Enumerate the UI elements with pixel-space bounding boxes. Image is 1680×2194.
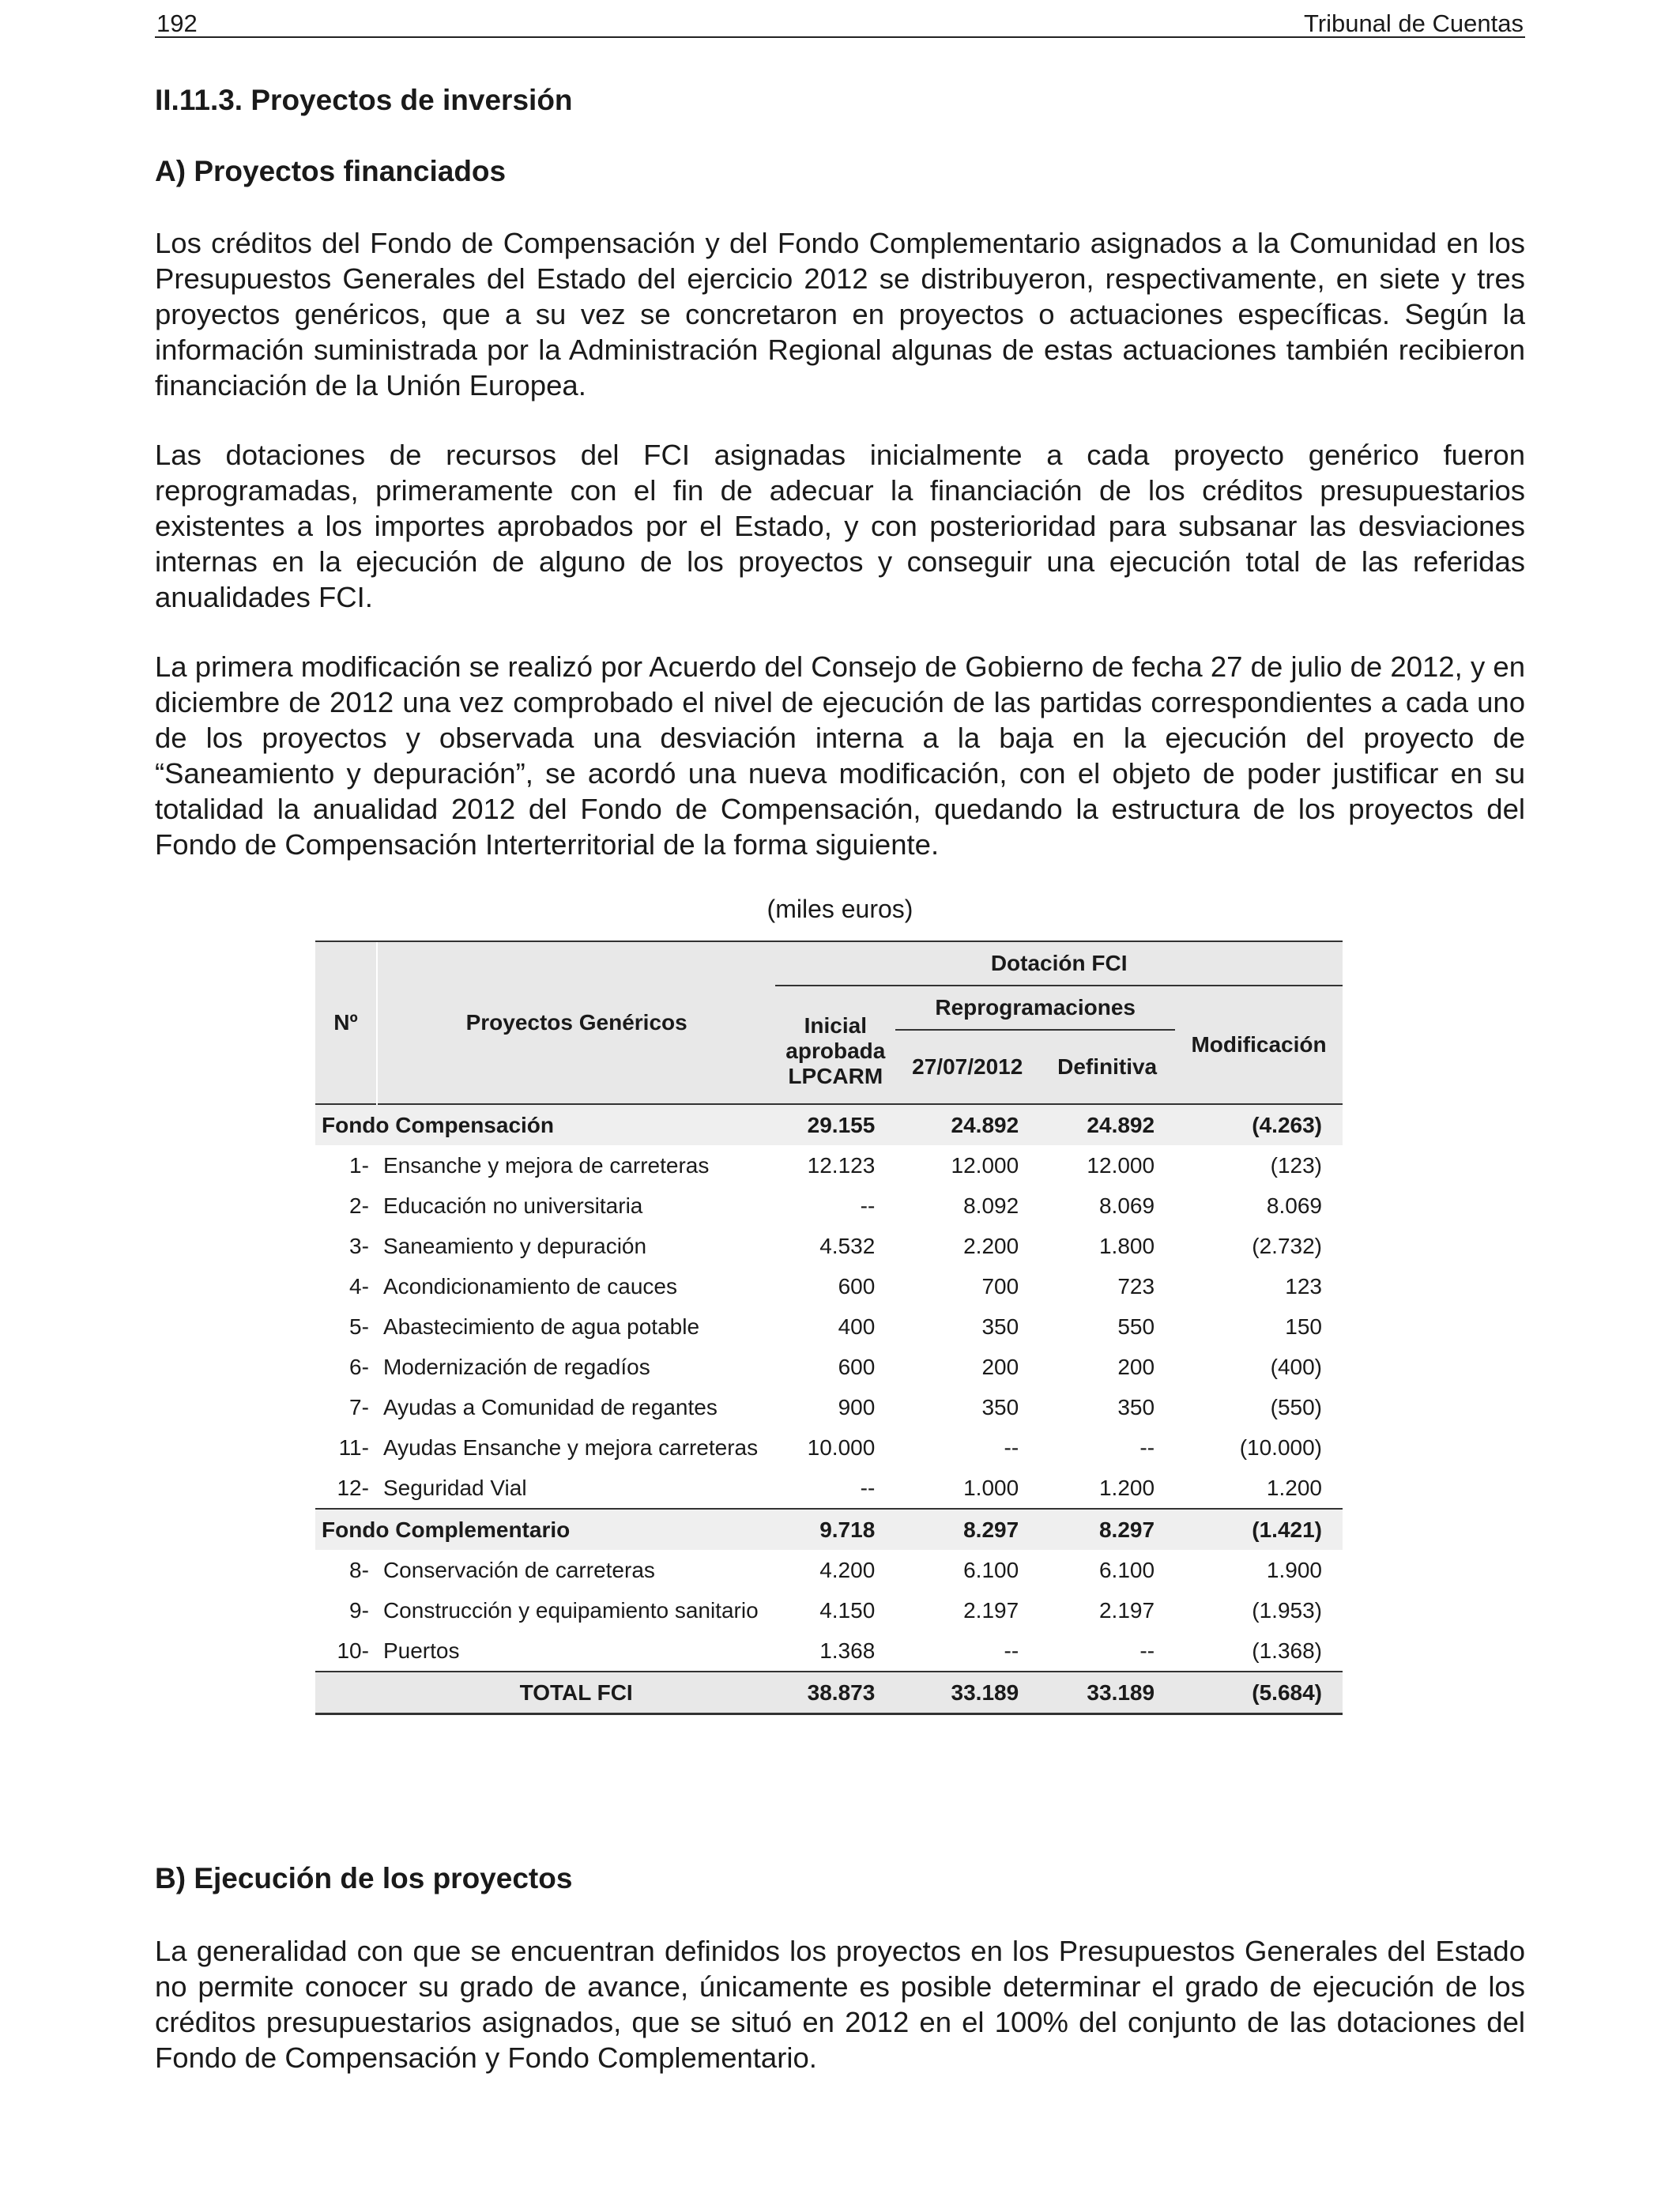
project-inicial: 400 — [838, 1314, 876, 1339]
project-definitiva: -- — [1139, 1638, 1155, 1663]
project-modificacion: 8.069 — [1266, 1193, 1322, 1218]
project-number: 11- — [338, 1434, 369, 1460]
project-number: 9- — [349, 1597, 369, 1623]
project-inicial: -- — [860, 1193, 876, 1218]
paragraph-3: La primera modificación se realizó por Acuerdo del Consejo de Gobierno de fecha 27 de julio de 2012, y en diciembre de 2012 una vez comprobado el nivel de ejecución de las partidas correspondientes a cada uno de los proyectos y observada una desviación interna a la baja en la ejecución del proyecto de “Saneamiento y depuración”, se acordó una nueva modificación, con el objeto de poder justificar en su totalidad la anualidad 2012 del Fondo de Compensación, quedando la estructura de los proyectos del Fondo de Compensación Interterritorial de la forma siguiente. — [155, 650, 1525, 861]
project-inicial: 10.000 — [807, 1434, 876, 1460]
project-number: 3- — [349, 1233, 369, 1258]
project-definitiva: 723 — [1117, 1273, 1155, 1299]
fci-table — [315, 941, 1343, 1715]
project-inicial: 4.150 — [819, 1597, 876, 1623]
col-header-proyectos: Proyectos Genéricos — [377, 941, 775, 1104]
table-row — [315, 1306, 1343, 1347]
project-modificacion: (123) — [1270, 1152, 1322, 1178]
fondo-reprog-1: 8.297 — [895, 1509, 1039, 1550]
project-inicial: 600 — [838, 1354, 876, 1379]
project-definitiva: 8.069 — [1098, 1193, 1155, 1218]
project-modificacion: 123 — [1285, 1273, 1322, 1299]
project-number: 7- — [349, 1394, 369, 1419]
project-reprog-1: -- — [1004, 1638, 1019, 1663]
project-definitiva: 550 — [1117, 1314, 1155, 1339]
project-number: 5- — [349, 1314, 369, 1339]
table-row — [315, 1387, 1343, 1427]
project-modificacion: 150 — [1285, 1314, 1322, 1339]
project-number: 12- — [337, 1475, 369, 1500]
project-name: Seguridad Vial — [382, 1475, 527, 1500]
project-name: Construcción y equipamiento sanitario — [382, 1597, 759, 1623]
project-reprog-1: 8.092 — [963, 1193, 1019, 1218]
project-inicial: 600 — [838, 1273, 876, 1299]
fondo-modificacion: (4.263) — [1175, 1104, 1343, 1145]
project-inicial: 4.200 — [819, 1557, 876, 1582]
project-reprog-1: 6.100 — [963, 1557, 1019, 1582]
page-number: 192 — [156, 9, 198, 37]
project-number: 2- — [349, 1193, 369, 1218]
total-spacer — [315, 1672, 377, 1714]
total-row — [315, 1672, 1343, 1714]
project-number: 1- — [349, 1152, 369, 1178]
project-name: Conservación de carreteras — [382, 1557, 655, 1582]
project-name: Modernización de regadíos — [382, 1354, 650, 1379]
project-inicial: 4.532 — [819, 1233, 876, 1258]
project-number: 4- — [349, 1273, 369, 1299]
project-name: Acondicionamiento de cauces — [382, 1273, 677, 1299]
subsection-a-title: A) Proyectos financiados — [155, 155, 507, 187]
project-reprog-1: 1.000 — [963, 1475, 1019, 1500]
project-modificacion: (1.953) — [1252, 1597, 1322, 1623]
table-row — [315, 1468, 1343, 1509]
project-reprog-1: 350 — [981, 1394, 1019, 1419]
subsection-b-title: B) Ejecución de los proyectos — [155, 1862, 573, 1894]
project-inicial: -- — [860, 1475, 876, 1500]
project-name: Abastecimiento de agua potable — [382, 1314, 700, 1339]
project-name: Educación no universitaria — [382, 1193, 643, 1218]
col-header-definitiva: Definitiva — [1039, 1030, 1175, 1104]
table-units: (miles euros) — [767, 895, 913, 923]
total-definitiva: 33.189 — [1039, 1672, 1175, 1714]
total-modificacion: (5.684) — [1175, 1672, 1343, 1714]
fondo-modificacion: (1.421) — [1175, 1509, 1343, 1550]
table-row — [315, 1226, 1343, 1266]
fci-table-body — [315, 1104, 1343, 1714]
project-definitiva: 1.200 — [1098, 1475, 1155, 1500]
project-modificacion: (550) — [1270, 1394, 1322, 1419]
fondo-row-fondo_compensacion — [315, 1104, 1343, 1145]
fondo-label: Fondo Compensación — [315, 1104, 775, 1145]
project-modificacion: 1.200 — [1266, 1475, 1322, 1500]
page-header — [155, 6, 1525, 38]
project-modificacion: (400) — [1270, 1354, 1322, 1379]
project-definitiva: 1.800 — [1098, 1233, 1155, 1258]
project-name: Ensanche y mejora de carreteras — [382, 1152, 710, 1178]
header-organization: Tribunal de Cuentas — [1303, 9, 1524, 37]
project-inicial: 1.368 — [819, 1638, 876, 1663]
project-definitiva: 200 — [1117, 1354, 1155, 1379]
table-row — [315, 1145, 1343, 1186]
project-reprog-1: 2.200 — [963, 1233, 1019, 1258]
section-title: II.11.3. Proyectos de inversión — [155, 84, 573, 116]
project-modificacion: (1.368) — [1252, 1638, 1322, 1663]
col-header-fecha: 27/07/2012 — [895, 1030, 1039, 1104]
project-definitiva: 12.000 — [1087, 1152, 1155, 1178]
project-definitiva: 6.100 — [1098, 1557, 1155, 1582]
table-row — [315, 1186, 1343, 1226]
total-reprog-1: 33.189 — [895, 1672, 1039, 1714]
table-row — [315, 1347, 1343, 1387]
project-inicial: 12.123 — [807, 1152, 876, 1178]
col-header-reprogramaciones: Reprogramaciones — [895, 986, 1175, 1030]
col-header-dotacion: Dotación FCI — [775, 941, 1343, 986]
project-definitiva: 2.197 — [1098, 1597, 1155, 1623]
fondo-reprog-1: 24.892 — [895, 1104, 1039, 1145]
fondo-row-fondo_complementario — [315, 1509, 1343, 1550]
total-label: TOTAL FCI — [377, 1672, 775, 1714]
project-number: 6- — [349, 1354, 369, 1379]
project-reprog-1: 2.197 — [963, 1597, 1019, 1623]
project-definitiva: 350 — [1117, 1394, 1155, 1419]
project-reprog-1: -- — [1004, 1434, 1019, 1460]
table-row — [315, 1266, 1343, 1306]
paragraph-2: Las dotaciones de recursos del FCI asignadas inicialmente a cada proyecto genérico fueron reprogramadas, primeramente con el fin de adecuar la financiación de los créditos presupuestarios existentes a los importes aprobados por el Estado, y con posterioridad para subsanar las desviaciones internas en la ejecución de alguno de los proyectos y conseguir una ejecución total de las referidas anualidades FCI. — [155, 439, 1525, 613]
project-name: Puertos — [382, 1638, 460, 1663]
project-modificacion: (2.732) — [1252, 1233, 1322, 1258]
table-row — [315, 1630, 1343, 1672]
paragraph-1: Los créditos del Fondo de Compensación y del Fondo Complementario asignados a la Comunidad en los Presupuestos Generales del Estado del ejercicio 2012 se distribuyeron, respectivamente, en siete y tres proyectos genéricos, que a su vez se concretaron en proyectos o actuaciones específicas. Según la información suministrada por la Administración Regional algunas de estas actuaciones también recibieron financiación de la Unión Europea. — [155, 227, 1525, 401]
project-modificacion: (10.000) — [1239, 1434, 1322, 1460]
project-reprog-1: 700 — [981, 1273, 1019, 1299]
table-row — [315, 1550, 1343, 1590]
fondo-inicial: 29.155 — [775, 1104, 895, 1145]
project-reprog-1: 200 — [981, 1354, 1019, 1379]
table-row — [315, 1427, 1343, 1468]
fondo-inicial: 9.718 — [775, 1509, 895, 1550]
col-header-inicial: Inicial aprobada LPCARM — [775, 986, 895, 1104]
project-inicial: 900 — [838, 1394, 876, 1419]
total-inicial: 38.873 — [775, 1672, 895, 1714]
fondo-definitiva: 8.297 — [1039, 1509, 1175, 1550]
fondo-definitiva: 24.892 — [1039, 1104, 1175, 1145]
col-header-no: Nº — [315, 941, 377, 1104]
project-name: Ayudas Ensanche y mejora carreteras — [382, 1434, 759, 1460]
project-number: 10- — [337, 1638, 369, 1663]
project-modificacion: 1.900 — [1266, 1557, 1322, 1582]
project-reprog-1: 12.000 — [951, 1152, 1019, 1178]
project-definitiva: -- — [1139, 1434, 1155, 1460]
table-row — [315, 1590, 1343, 1630]
project-reprog-1: 350 — [981, 1314, 1019, 1339]
paragraph-4: La generalidad con que se encuentran definidos los proyectos en los Presupuestos Generales del Estado no permite conocer su grado de avance, únicamente es posible determinar el grado de ejecución de los créditos presupuestarios asignados, que se situó en 2012 en el 100% del conjunto de las dotaciones del Fondo de Compensación y Fondo Complementario. — [155, 1935, 1525, 2074]
col-header-modificacion: Modificación — [1175, 986, 1343, 1104]
project-number: 8- — [349, 1557, 369, 1582]
project-name: Saneamiento y depuración — [382, 1233, 647, 1258]
project-name: Ayudas a Comunidad de regantes — [382, 1394, 718, 1419]
fondo-label: Fondo Complementario — [315, 1509, 775, 1550]
